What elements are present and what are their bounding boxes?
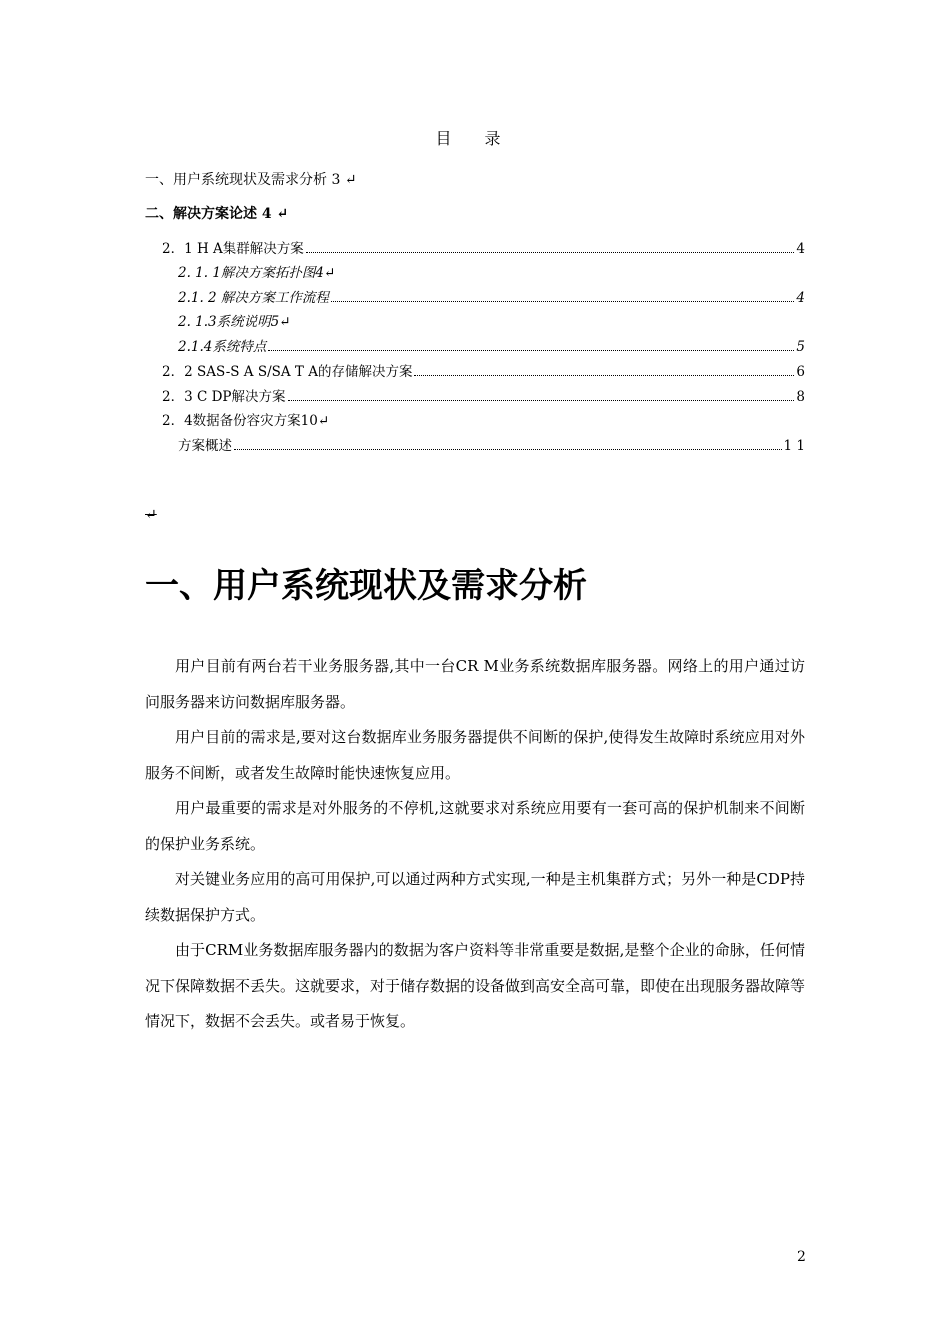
toc-leader-dots (234, 448, 782, 450)
toc-entry-page: 8 (796, 389, 805, 405)
body-paragraph: 用户目前的需求是,要对这台数据库业务服务器提供不间断的保护,使得发生故障时系统应用对外服务不间断，或者发生故障时能快速恢复应用。 (145, 728, 805, 782)
toc-entry-page: 6 (796, 364, 805, 380)
toc-leader-dots (288, 399, 795, 401)
toc-entry-2-1-2 (178, 289, 805, 307)
toc-title: 目 录 (435, 129, 515, 148)
section-body (145, 649, 805, 1040)
toc-entry-page: 1 1 (783, 438, 805, 454)
toc-leader-dots (331, 300, 794, 302)
toc-entry-2-1-1: 2. 1. 1解决方案拓扑图4↵ (178, 265, 336, 281)
section-heading: 一、用户系统现状及需求分析 (145, 566, 587, 606)
toc-entry-2-1-4 (178, 338, 805, 356)
toc-entry-overview (178, 437, 805, 455)
toc-entry-page: 4 (796, 290, 805, 306)
toc-entry-label: 2.1.4系统特点 (178, 339, 267, 355)
toc-entry-page: 5 (796, 339, 805, 355)
toc-entry-2-3 (162, 388, 805, 406)
paragraph-mark: ↵ (145, 507, 157, 523)
toc-entry-page: 4 (796, 241, 805, 257)
toc-entry-label: 2．2 SAS-S A S/SA T A的存储解决方案 (162, 364, 413, 380)
toc-entry-2-2 (162, 363, 805, 381)
toc-entry-label: 2．1 H A集群解决方案 (162, 241, 304, 257)
toc-entry-label: 2．3 C DP解决方案 (162, 389, 286, 405)
body-paragraph: 对关键业务应用的高可用保护,可以通过两种方式实现,一种是主机集群方式；另外一种是CDP持续数据保护方式。 (145, 870, 805, 924)
toc-entry-1: 一、用户系统现状及需求分析 3 ↵ (145, 172, 357, 188)
toc-leader-dots (268, 349, 794, 351)
toc-entry-2: 二、解决方案论述 4 ↵ (145, 206, 289, 222)
page-number: 2 (797, 1249, 806, 1265)
toc-entry-2-1 (162, 240, 805, 258)
toc-entry-2-4: 2．4数据备份容灾方案10↵ (162, 413, 330, 429)
toc-entry-label: 2.1. 2 解决方案工作流程 (178, 290, 329, 306)
body-paragraph: 用户最重要的需求是对外服务的不停机,这就要求对系统应用要有一套可高的保护机制来不间断的保护业务系统。 (145, 799, 805, 853)
toc-entry-label: 方案概述 (178, 438, 232, 454)
toc-leader-dots (306, 251, 795, 253)
body-paragraph: 由于CRM业务数据库服务器内的数据为客户资料等非常重要是数据,是整个企业的命脉，任何情况下保障数据不丢失。这就要求，对于储存数据的设备做到高安全高可靠，即使在出现服务器故障等情况下，数据不会丢失。或者易于恢复。 (145, 941, 806, 1030)
toc-leader-dots (414, 374, 794, 376)
body-paragraph: 用户目前有两台若干业务服务器,其中一台CR M业务系统数据库服务器。网络上的用户通过访问服务器来访问数据库服务器。 (145, 657, 805, 711)
toc-entry-2-1-3: 2. 1.3系统说明5↵ (178, 314, 291, 330)
